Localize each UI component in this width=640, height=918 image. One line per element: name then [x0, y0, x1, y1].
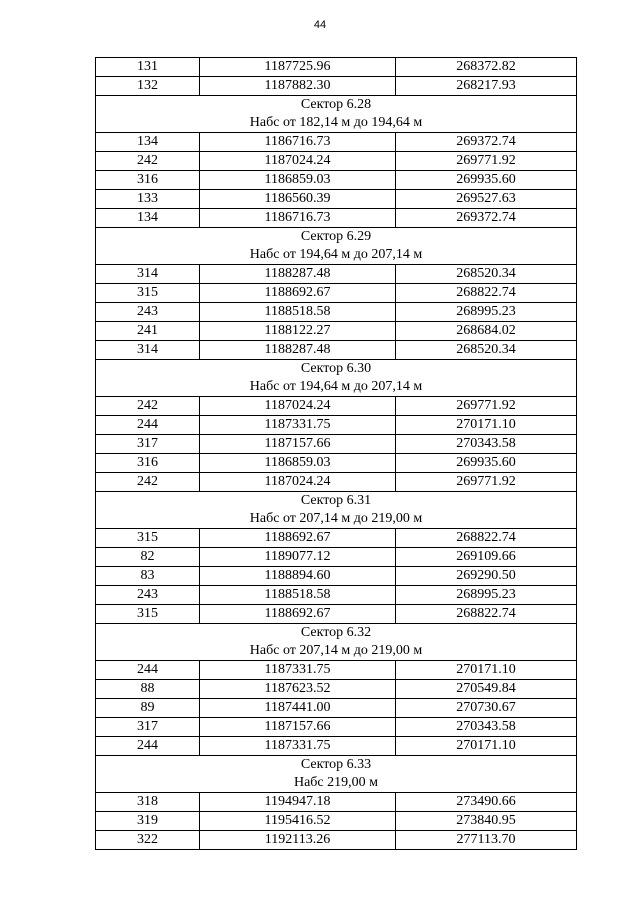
- y-coordinate-cell: 270171.10: [396, 416, 577, 435]
- y-coordinate-cell: 269109.66: [396, 548, 577, 567]
- x-coordinate-cell: 1188894.60: [200, 567, 396, 586]
- y-coordinate-cell: 273490.66: [396, 793, 577, 812]
- table-row: [96, 58, 577, 77]
- sector-range-row: [96, 378, 577, 397]
- point-number-cell: 315: [96, 529, 200, 548]
- x-coordinate-cell: 1194947.18: [200, 793, 396, 812]
- table-row: [96, 454, 577, 473]
- point-number-cell: 316: [96, 454, 200, 473]
- y-coordinate-cell: 270730.67: [396, 699, 577, 718]
- x-coordinate-cell: 1188287.48: [200, 341, 396, 360]
- table-row: [96, 831, 577, 850]
- table-row: [96, 718, 577, 737]
- y-coordinate-cell: 270171.10: [396, 737, 577, 756]
- x-coordinate-cell: 1188692.67: [200, 529, 396, 548]
- table-row: [96, 661, 577, 680]
- point-number-cell: 242: [96, 473, 200, 492]
- y-coordinate-cell: 269290.50: [396, 567, 577, 586]
- table-row: [96, 322, 577, 341]
- x-coordinate-cell: 1186859.03: [200, 171, 396, 190]
- table-row: [96, 605, 577, 624]
- point-number-cell: 318: [96, 793, 200, 812]
- sector-range: Набс от 194,64 м до 207,14 м: [96, 246, 577, 265]
- sector-range-row: [96, 774, 577, 793]
- x-coordinate-cell: 1187331.75: [200, 661, 396, 680]
- table-row: [96, 265, 577, 284]
- x-coordinate-cell: 1186716.73: [200, 209, 396, 228]
- x-coordinate-cell: 1188287.48: [200, 265, 396, 284]
- y-coordinate-cell: 269527.63: [396, 190, 577, 209]
- table-row: [96, 548, 577, 567]
- x-coordinate-cell: 1186560.39: [200, 190, 396, 209]
- x-coordinate-cell: 1187157.66: [200, 435, 396, 454]
- sector-range-row: [96, 246, 577, 265]
- table-row: [96, 209, 577, 228]
- table-row: [96, 473, 577, 492]
- y-coordinate-cell: 269372.74: [396, 209, 577, 228]
- y-coordinate-cell: 270343.58: [396, 718, 577, 737]
- y-coordinate-cell: 268520.34: [396, 265, 577, 284]
- table-row: [96, 341, 577, 360]
- y-coordinate-cell: 268684.02: [396, 322, 577, 341]
- sector-range-row: [96, 114, 577, 133]
- point-number-cell: 244: [96, 416, 200, 435]
- x-coordinate-cell: 1188692.67: [200, 284, 396, 303]
- coordinates-table: [95, 57, 577, 850]
- table-row: [96, 567, 577, 586]
- y-coordinate-cell: 269372.74: [396, 133, 577, 152]
- point-number-cell: 241: [96, 322, 200, 341]
- point-number-cell: 82: [96, 548, 200, 567]
- x-coordinate-cell: 1187024.24: [200, 152, 396, 171]
- y-coordinate-cell: 270171.10: [396, 661, 577, 680]
- table-row: [96, 416, 577, 435]
- y-coordinate-cell: 273840.95: [396, 812, 577, 831]
- y-coordinate-cell: 268520.34: [396, 341, 577, 360]
- x-coordinate-cell: 1187024.24: [200, 473, 396, 492]
- table-row: [96, 699, 577, 718]
- sector-title: Сектор 6.33: [96, 756, 577, 775]
- sector-title-row: [96, 492, 577, 511]
- y-coordinate-cell: 277113.70: [396, 831, 577, 850]
- y-coordinate-cell: 268822.74: [396, 284, 577, 303]
- x-coordinate-cell: 1188692.67: [200, 605, 396, 624]
- point-number-cell: 316: [96, 171, 200, 190]
- point-number-cell: 134: [96, 133, 200, 152]
- table-row: [96, 793, 577, 812]
- table-row: [96, 171, 577, 190]
- point-number-cell: 243: [96, 586, 200, 605]
- x-coordinate-cell: 1187024.24: [200, 397, 396, 416]
- sector-title: Сектор 6.31: [96, 492, 577, 511]
- table-row: [96, 737, 577, 756]
- x-coordinate-cell: 1187882.30: [200, 77, 396, 96]
- x-coordinate-cell: 1188122.27: [200, 322, 396, 341]
- y-coordinate-cell: 268372.82: [396, 58, 577, 77]
- point-number-cell: 242: [96, 397, 200, 416]
- point-number-cell: 134: [96, 209, 200, 228]
- point-number-cell: 242: [96, 152, 200, 171]
- point-number-cell: 317: [96, 435, 200, 454]
- table-row: [96, 586, 577, 605]
- x-coordinate-cell: 1187623.52: [200, 680, 396, 699]
- table-row: [96, 190, 577, 209]
- point-number-cell: 315: [96, 605, 200, 624]
- y-coordinate-cell: 269935.60: [396, 454, 577, 473]
- sector-title: Сектор 6.32: [96, 624, 577, 643]
- point-number-cell: 243: [96, 303, 200, 322]
- x-coordinate-cell: 1189077.12: [200, 548, 396, 567]
- x-coordinate-cell: 1192113.26: [200, 831, 396, 850]
- sector-title-row: [96, 96, 577, 115]
- point-number-cell: 133: [96, 190, 200, 209]
- point-number-cell: 89: [96, 699, 200, 718]
- point-number-cell: 132: [96, 77, 200, 96]
- y-coordinate-cell: 268995.23: [396, 303, 577, 322]
- sector-title: Сектор 6.30: [96, 360, 577, 379]
- y-coordinate-cell: 268822.74: [396, 605, 577, 624]
- table-row: [96, 303, 577, 322]
- sector-title-row: [96, 360, 577, 379]
- point-number-cell: 244: [96, 661, 200, 680]
- y-coordinate-cell: 270549.84: [396, 680, 577, 699]
- point-number-cell: 83: [96, 567, 200, 586]
- table-row: [96, 397, 577, 416]
- sector-title: Сектор 6.28: [96, 96, 577, 115]
- x-coordinate-cell: 1186859.03: [200, 454, 396, 473]
- y-coordinate-cell: 270343.58: [396, 435, 577, 454]
- point-number-cell: 131: [96, 58, 200, 77]
- table-row: [96, 529, 577, 548]
- sector-range-row: [96, 510, 577, 529]
- x-coordinate-cell: 1188518.58: [200, 303, 396, 322]
- x-coordinate-cell: 1195416.52: [200, 812, 396, 831]
- x-coordinate-cell: 1188518.58: [200, 586, 396, 605]
- table-row: [96, 133, 577, 152]
- point-number-cell: 244: [96, 737, 200, 756]
- point-number-cell: 314: [96, 265, 200, 284]
- x-coordinate-cell: 1187331.75: [200, 737, 396, 756]
- sector-range: Набс от 194,64 м до 207,14 м: [96, 378, 577, 397]
- x-coordinate-cell: 1187331.75: [200, 416, 396, 435]
- sector-title-row: [96, 624, 577, 643]
- y-coordinate-cell: 268822.74: [396, 529, 577, 548]
- x-coordinate-cell: 1187157.66: [200, 718, 396, 737]
- sector-range: Набс от 182,14 м до 194,64 м: [96, 114, 577, 133]
- table-row: [96, 284, 577, 303]
- page-number: 44: [313, 19, 327, 31]
- sector-range: Набс 219,00 м: [96, 774, 577, 793]
- x-coordinate-cell: 1187725.96: [200, 58, 396, 77]
- table-row: [96, 77, 577, 96]
- point-number-cell: 319: [96, 812, 200, 831]
- table-row: [96, 680, 577, 699]
- y-coordinate-cell: 269935.60: [396, 171, 577, 190]
- y-coordinate-cell: 269771.92: [396, 473, 577, 492]
- x-coordinate-cell: 1186716.73: [200, 133, 396, 152]
- y-coordinate-cell: 268217.93: [396, 77, 577, 96]
- y-coordinate-cell: 269771.92: [396, 397, 577, 416]
- point-number-cell: 314: [96, 341, 200, 360]
- y-coordinate-cell: 269771.92: [396, 152, 577, 171]
- sector-title-row: [96, 228, 577, 247]
- point-number-cell: 317: [96, 718, 200, 737]
- y-coordinate-cell: 268995.23: [396, 586, 577, 605]
- point-number-cell: 88: [96, 680, 200, 699]
- point-number-cell: 315: [96, 284, 200, 303]
- table-row: [96, 435, 577, 454]
- point-number-cell: 322: [96, 831, 200, 850]
- sector-title-row: [96, 756, 577, 775]
- sector-range-row: [96, 642, 577, 661]
- sector-title: Сектор 6.29: [96, 228, 577, 247]
- sector-range: Набс от 207,14 м до 219,00 м: [96, 510, 577, 529]
- table-row: [96, 152, 577, 171]
- x-coordinate-cell: 1187441.00: [200, 699, 396, 718]
- table-row: [96, 812, 577, 831]
- sector-range: Набс от 207,14 м до 219,00 м: [96, 642, 577, 661]
